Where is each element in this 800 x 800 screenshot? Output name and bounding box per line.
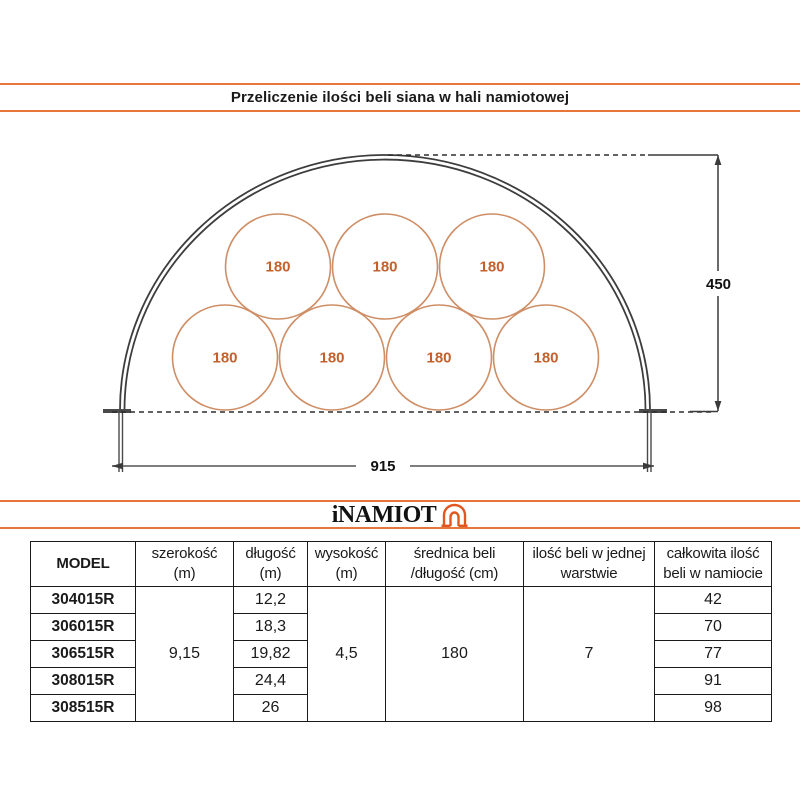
wysokosc-cell: 4,5: [308, 587, 386, 722]
srednica-cell: 180: [386, 587, 524, 722]
height-dimension: [699, 155, 738, 411]
calkowita-cell: 70: [655, 614, 772, 641]
model-cell: 306515R: [31, 641, 136, 668]
model-cell: 308015R: [31, 668, 136, 695]
page-title: Przeliczenie ilości beli siana w hali namiotowej: [230, 89, 570, 106]
dlugosc-cell: 24,4: [234, 668, 308, 695]
bale-label: 180: [319, 349, 345, 367]
hay-bales: [173, 214, 599, 410]
col-header-model: MODEL: [31, 542, 136, 587]
dlugosc-cell: 19,82: [234, 641, 308, 668]
dlugosc-cell: 12,2: [234, 587, 308, 614]
col-header-srednica: średnica beli /długość (cm): [386, 542, 524, 587]
calkowita-cell: 77: [655, 641, 772, 668]
tent-arch: [120, 155, 650, 410]
model-cell: 306015R: [31, 614, 136, 641]
ilosc-warstwa-cell: 7: [524, 587, 655, 722]
title-band: [0, 83, 800, 112]
bale-label: 180: [426, 349, 452, 367]
spec-table: [30, 541, 772, 722]
dlugosc-cell: 26: [234, 695, 308, 722]
height-dim-label: 450: [705, 276, 732, 293]
dlugosc-cell: 18,3: [234, 614, 308, 641]
calkowita-cell: 98: [655, 695, 772, 722]
bale-label: 180: [372, 258, 398, 276]
col-header-szerokosc: szerokość (m): [136, 542, 234, 587]
col-header-wysokosc: wysokość (m): [308, 542, 386, 587]
bale-label: 180: [479, 258, 505, 276]
calkowita-cell: 91: [655, 668, 772, 695]
tent-cross-section-diagram: [0, 130, 800, 490]
calkowita-cell: 42: [655, 587, 772, 614]
logo-band: [0, 500, 800, 529]
logo-text: iNAMIOT: [331, 501, 437, 528]
model-cell: 308515R: [31, 695, 136, 722]
width-dimension: [112, 454, 654, 478]
width-dim-label: 915: [370, 458, 396, 475]
col-header-ilosc-warstwa: ilość beli w jednej warstwie: [524, 542, 655, 587]
table-header-row: [31, 542, 772, 587]
szerokosc-cell: 9,15: [136, 587, 234, 722]
bale-diameter-labels: [212, 259, 558, 367]
bale-label: 180: [533, 349, 559, 367]
col-header-calkowita: całkowita ilość beli w namiocie: [655, 542, 772, 587]
bale-label: 180: [212, 349, 238, 367]
table-row: [31, 587, 772, 614]
model-cell: 304015R: [31, 587, 136, 614]
bale-label: 180: [265, 258, 291, 276]
tent-arch-icon: [441, 502, 468, 527]
col-header-dlugosc: długość (m): [234, 542, 308, 587]
